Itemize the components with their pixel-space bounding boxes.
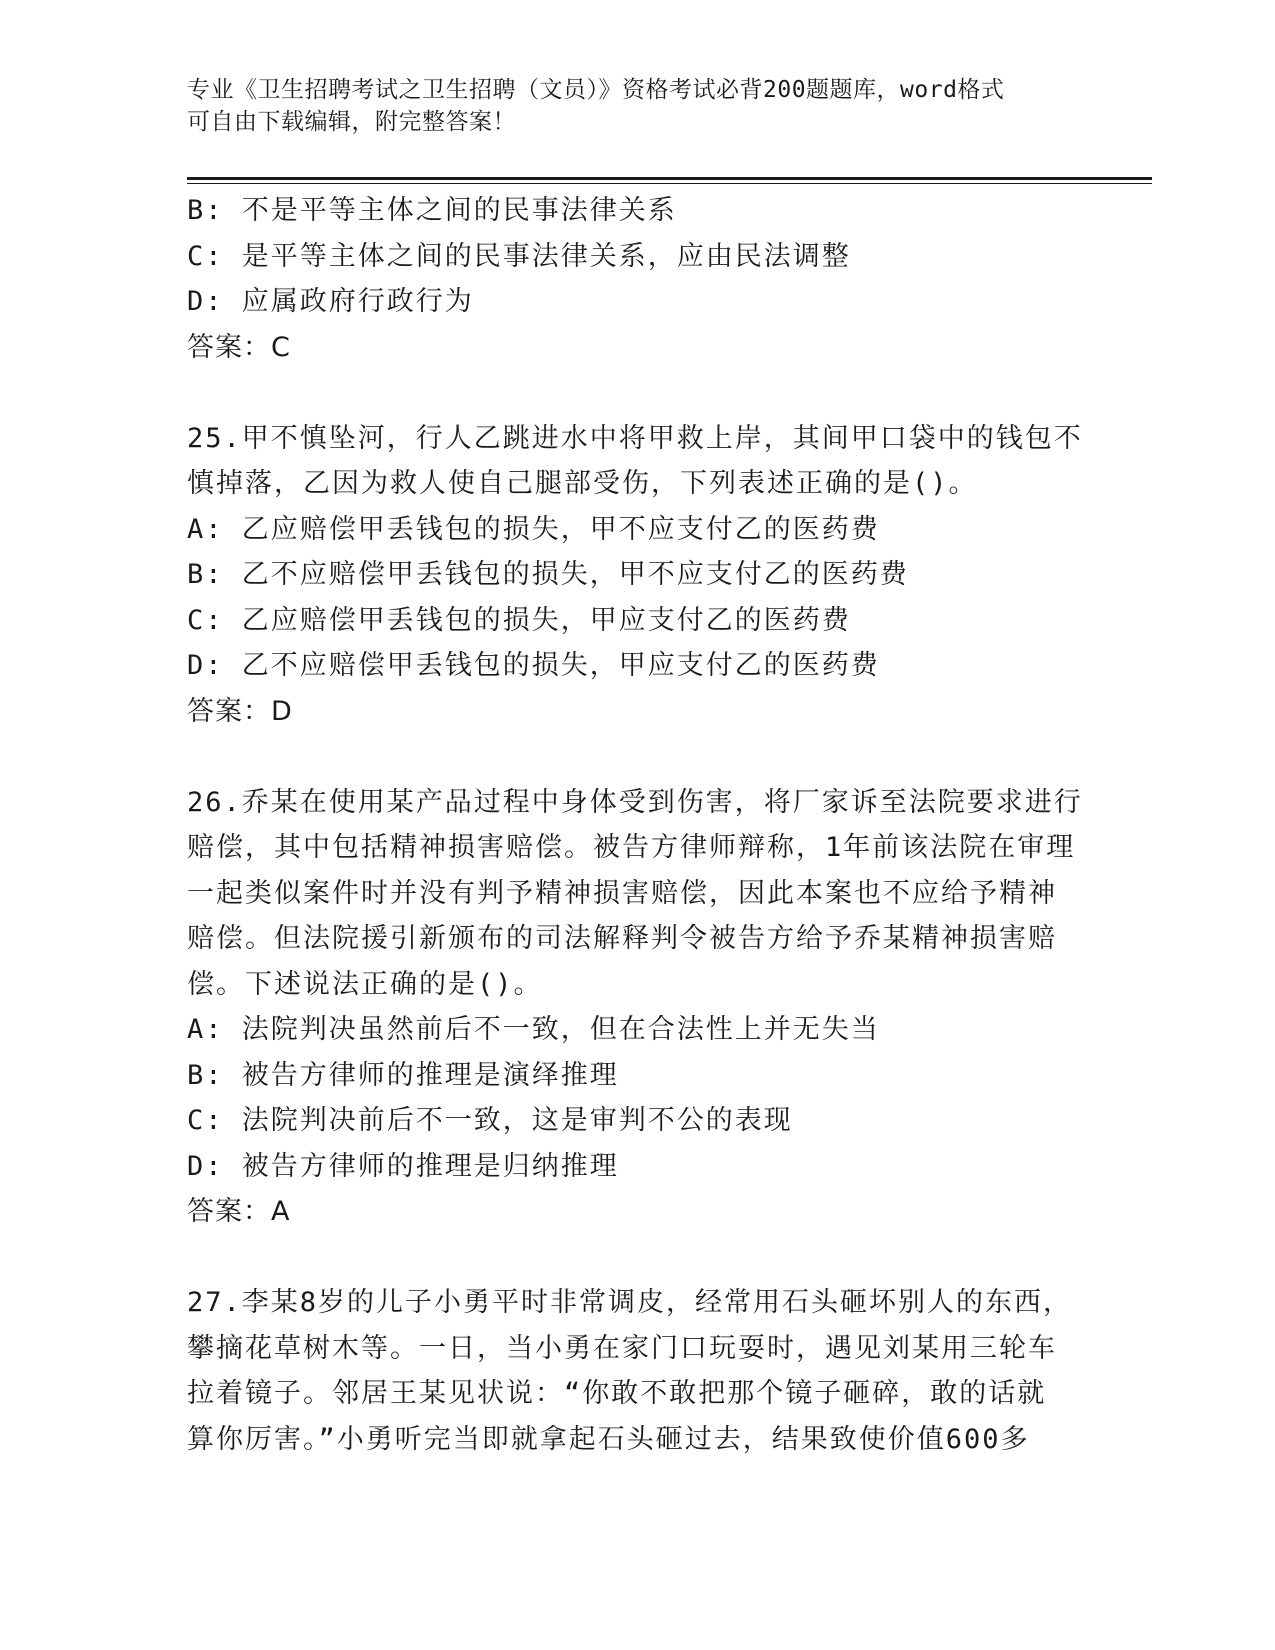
question-stem: 拉着镜子。邻居王某见状说：“你敢不敢把那个镜子砸碎，敢的话就 [187, 1378, 1047, 1409]
answer: 答案：C [187, 331, 291, 363]
option-a: A: 乙应赔偿甲丢钱包的损失，甲不应支付乙的医药费 [187, 513, 880, 545]
option-d: D: 被告方律师的推理是归纳推理 [187, 1150, 619, 1182]
option-c: C: 法院判决前后不一致，这是审判不公的表现 [187, 1105, 793, 1136]
header-rule-thick [187, 177, 1152, 180]
question-stem: 攀摘花草树木等。一日，当小勇在家门口玩耍时，遇见刘某用三轮车 [187, 1332, 1057, 1364]
option-b: B: 乙不应赔偿甲丢钱包的损失，甲不应支付乙的医药费 [187, 559, 909, 590]
question-stem: 算你厉害。”小勇听完当即就拿起石头砸过去，结果致使价值600多 [187, 1423, 1030, 1455]
answer: 答案：D [187, 695, 293, 727]
question-24-tail [187, 188, 1087, 370]
option-c: C: 乙应赔偿甲丢钱包的损失，甲应支付乙的医药费 [187, 604, 851, 636]
spacer [187, 734, 1087, 780]
option-b: B: 不是平等主体之间的民事法律关系 [187, 195, 677, 226]
question-stem: 一起类似案件时并没有判予精神损害赔偿，因此本案也不应给予精神 [187, 877, 1057, 909]
option-c: C: 是平等主体之间的民事法律关系，应由民法调整 [187, 240, 851, 272]
option-a: A: 法院判决虽然前后不一致，但在合法性上并无失当 [187, 1014, 880, 1045]
option-d: D: 乙不应赔偿甲丢钱包的损失，甲应支付乙的医药费 [187, 650, 880, 681]
question-content [187, 188, 1087, 1462]
question-stem: 慎掉落，乙因为救人使自己腿部受伤，下列表述正确的是()。 [187, 468, 978, 499]
answer: 答案：A [187, 1196, 291, 1227]
document-header [187, 74, 1067, 138]
question-26 [187, 780, 1087, 1235]
question-stem: 赔偿，其中包括精神损害赔偿。被告方律师辩称，1年前该法院在审理 [187, 832, 1076, 863]
spacer [187, 370, 1087, 416]
question-stem: 26.乔某在使用某产品过程中身体受到伤害，将厂家诉至法院要求进行 [187, 786, 1083, 818]
option-d: D: 应属政府行政行为 [187, 286, 474, 317]
spacer [187, 1235, 1087, 1281]
option-b: B: 被告方律师的推理是演绎推理 [187, 1059, 619, 1091]
header-line-1: 专业《卫生招聘考试之卫生招聘（文员）》资格考试必背200题题库，word格式 [187, 77, 1005, 103]
header-line-2: 可自由下载编辑，附完整答案！ [187, 109, 516, 135]
question-25 [187, 416, 1087, 735]
header-rule-thin [187, 183, 1152, 184]
question-stem: 25.甲不慎坠河，行人乙跳进水中将甲救上岸，其间甲口袋中的钱包不 [187, 422, 1083, 454]
question-stem: 偿。下述说法正确的是()。 [187, 968, 543, 1000]
question-stem: 27.李某8岁的儿子小勇平时非常调皮，经常用石头砸坏别人的东西， [187, 1287, 1073, 1318]
question-27 [187, 1280, 1087, 1462]
question-stem: 赔偿。但法院援引新颁布的司法解释判令被告方给予乔某精神损害赔 [187, 923, 1057, 954]
